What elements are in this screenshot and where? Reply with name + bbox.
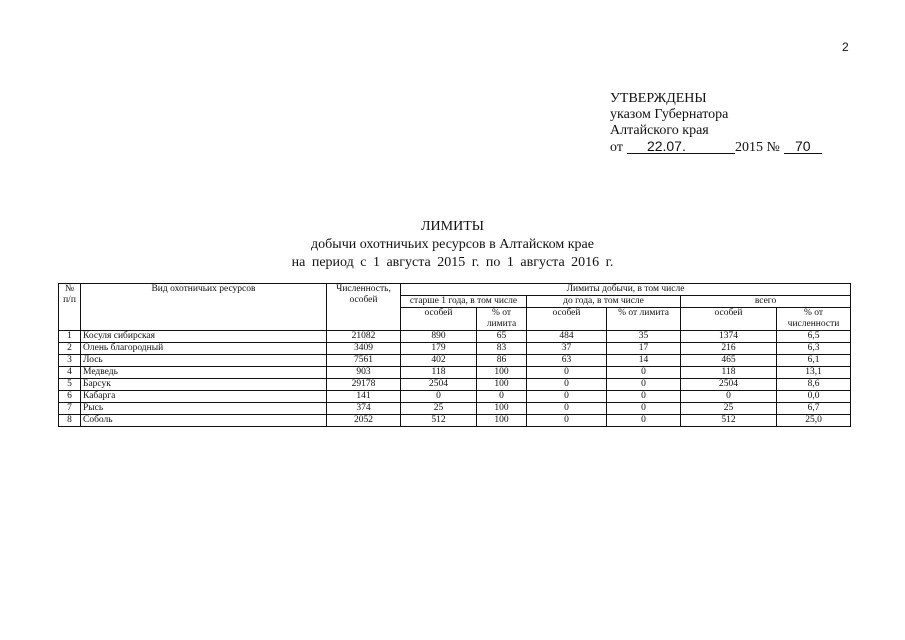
cell-younger: 0	[527, 403, 607, 415]
header-count: Численность, особей	[327, 284, 401, 331]
header-total-heads: особей	[681, 308, 777, 331]
cell-count: 374	[327, 403, 401, 415]
cell-count: 21082	[327, 331, 401, 343]
cell-older: 2504	[401, 379, 477, 391]
limits-table	[58, 283, 851, 427]
cell-older: 890	[401, 331, 477, 343]
cell-older-pct: 100	[477, 379, 527, 391]
decree-date: 22.07.	[627, 139, 735, 154]
cell-num: 3	[59, 355, 81, 367]
cell-count: 3409	[327, 343, 401, 355]
cell-younger-pct: 14	[607, 355, 681, 367]
cell-total: 465	[681, 355, 777, 367]
cell-total-pct: 6,1	[777, 355, 851, 367]
cell-total-pct: 6,7	[777, 403, 851, 415]
cell-younger-pct: 17	[607, 343, 681, 355]
cell-resource: Соболь	[81, 415, 327, 427]
cell-younger: 63	[527, 355, 607, 367]
table-row	[59, 391, 851, 403]
cell-younger: 0	[527, 415, 607, 427]
decree-year: 2015 №	[734, 140, 780, 155]
cell-num: 4	[59, 367, 81, 379]
header-younger-heads: особей	[527, 308, 607, 331]
cell-num: 2	[59, 343, 81, 355]
cell-resource: Олень благородный	[81, 343, 327, 355]
cell-resource: Рысь	[81, 403, 327, 415]
approval-date-line	[610, 139, 822, 156]
header-resource: Вид охотничьих ресурсов	[81, 284, 327, 331]
cell-num: 5	[59, 379, 81, 391]
cell-younger-pct: 0	[607, 391, 681, 403]
decree-number: 70	[784, 139, 822, 154]
cell-resource: Косуля сибирская	[81, 331, 327, 343]
cell-younger-pct: 35	[607, 331, 681, 343]
cell-resource: Кабарга	[81, 391, 327, 403]
cell-older-pct: 0	[477, 391, 527, 403]
header-num: № п/п	[59, 284, 81, 331]
table-row	[59, 343, 851, 355]
header-older-heads: особей	[401, 308, 477, 331]
header-younger-pct: % от лимита	[607, 308, 681, 331]
header-older-pct: % от лимита	[477, 308, 527, 331]
cell-older-pct: 83	[477, 343, 527, 355]
cell-younger: 37	[527, 343, 607, 355]
cell-older-pct: 100	[477, 415, 527, 427]
approval-region: Алтайского края	[610, 123, 709, 138]
cell-older: 402	[401, 355, 477, 367]
date-prefix: от	[610, 140, 623, 155]
cell-younger-pct: 0	[607, 379, 681, 391]
cell-total-pct: 6,3	[777, 343, 851, 355]
cell-count: 903	[327, 367, 401, 379]
table-row	[59, 367, 851, 379]
approval-heading: УТВЕРЖДЕНЫ	[610, 91, 707, 106]
cell-total-pct: 25,0	[777, 415, 851, 427]
approval-decree: указом Губернатора	[610, 107, 729, 122]
cell-older-pct: 100	[477, 403, 527, 415]
cell-younger: 0	[527, 379, 607, 391]
cell-count: 29178	[327, 379, 401, 391]
cell-num: 1	[59, 331, 81, 343]
cell-total: 2504	[681, 379, 777, 391]
cell-younger: 0	[527, 391, 607, 403]
approval-block	[610, 91, 822, 156]
cell-resource: Барсук	[81, 379, 327, 391]
cell-count: 141	[327, 391, 401, 403]
cell-younger: 0	[527, 367, 607, 379]
cell-num: 6	[59, 391, 81, 403]
cell-total: 0	[681, 391, 777, 403]
cell-total: 118	[681, 367, 777, 379]
cell-younger: 484	[527, 331, 607, 343]
document-subtitle: добычи охотничьих ресурсов в Алтайском крае	[311, 237, 594, 252]
table-row	[59, 331, 851, 343]
cell-count: 2052	[327, 415, 401, 427]
cell-younger-pct: 0	[607, 415, 681, 427]
cell-resource: Медведь	[81, 367, 327, 379]
document-title: ЛИМИТЫ	[421, 219, 484, 234]
cell-older-pct: 100	[477, 367, 527, 379]
table-row	[59, 403, 851, 415]
cell-total: 1374	[681, 331, 777, 343]
header-total-pct: % от численности	[777, 308, 851, 331]
table-row	[59, 379, 851, 391]
cell-resource: Лось	[81, 355, 327, 367]
cell-older: 512	[401, 415, 477, 427]
cell-older: 118	[401, 367, 477, 379]
cell-num: 8	[59, 415, 81, 427]
page-number: 2	[842, 40, 849, 54]
cell-older-pct: 65	[477, 331, 527, 343]
cell-total: 512	[681, 415, 777, 427]
table-row	[59, 415, 851, 427]
header-older: старше 1 года, в том числе	[401, 296, 527, 308]
cell-count: 7561	[327, 355, 401, 367]
cell-total: 25	[681, 403, 777, 415]
cell-older: 25	[401, 403, 477, 415]
cell-older: 179	[401, 343, 477, 355]
cell-older: 0	[401, 391, 477, 403]
cell-total: 216	[681, 343, 777, 355]
header-limits: Лимиты добычи, в том числе	[401, 284, 851, 296]
cell-total-pct: 13,1	[777, 367, 851, 379]
cell-older-pct: 86	[477, 355, 527, 367]
document-period: на период с 1 августа 2015 г. по 1 августа 2016 г.	[291, 255, 614, 270]
cell-total-pct: 8,6	[777, 379, 851, 391]
cell-younger-pct: 0	[607, 367, 681, 379]
cell-total-pct: 0,0	[777, 391, 851, 403]
header-younger: до года, в том числе	[527, 296, 681, 308]
cell-total-pct: 6,5	[777, 331, 851, 343]
cell-younger-pct: 0	[607, 403, 681, 415]
table-row	[59, 355, 851, 367]
cell-num: 7	[59, 403, 81, 415]
header-total: всего	[681, 296, 851, 308]
